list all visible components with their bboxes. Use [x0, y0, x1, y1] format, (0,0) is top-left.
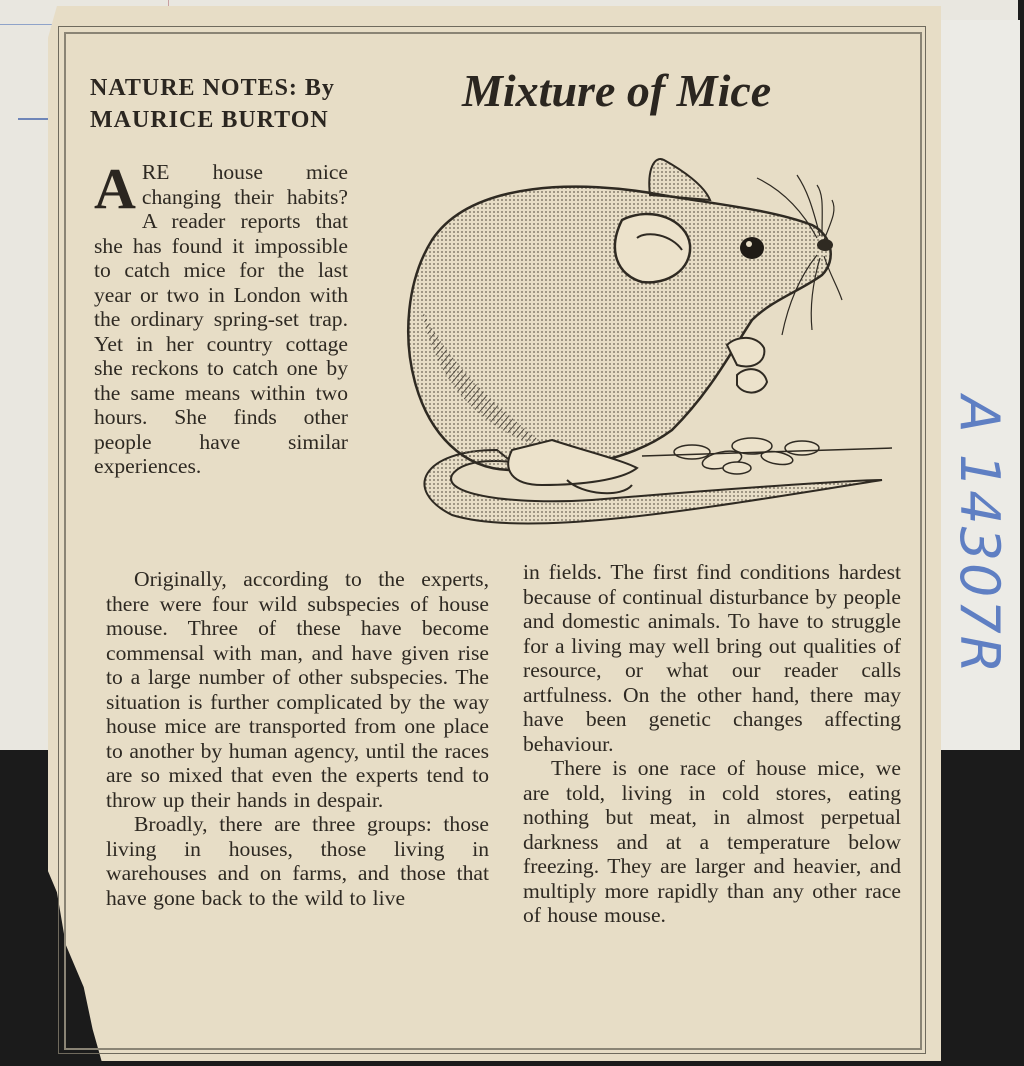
byline-author: MAURICE BURTON	[90, 107, 329, 133]
seeds-icon	[674, 438, 819, 474]
opening-paragraph: RE house mice changing their habits? A reader reports that she has found it impossible to catch mice for the last year or two in London with the ordinary spring-set trap. Yet in her country cottage she reckons to catch one by the same means within two hours. She finds other people have similar experiences.	[94, 160, 348, 478]
mouse-ear-icon	[615, 214, 690, 282]
paragraph-conditions: in fields. The first find conditions hardest because of continual disturbance by people and domestic animals. To have to struggle for a living may well bring out qualities of resource, or what our reader calls artfulness. On the other hand, there may have been genetic changes affecting behaviour.	[523, 560, 901, 756]
byline-line-1: NATURE NOTES: By	[90, 75, 335, 101]
mouse-eye-icon	[740, 237, 764, 259]
article-column-3	[523, 560, 901, 928]
drop-cap: A	[94, 156, 136, 221]
paragraph-groups: Broadly, there are three groups: those living in houses, those living in warehouses and on farms, and those that have gone back to the wild to live	[106, 812, 489, 910]
article-column-1	[94, 156, 348, 479]
article-column-2	[106, 567, 489, 910]
handwritten-catalog-number	[940, 370, 1020, 700]
paragraph-subspecies: Originally, according to the experts, there were four wild subspecies of house mouse. Three of these have become commensal with man, and have given rise to a large number of other subspecies. The situation is further complicated by the way house mice are transported from one place to another by human agency, until the races are so mixed that even the experts tend to throw up their hands in despair.	[106, 567, 489, 812]
mouse-front-paws-icon	[727, 338, 767, 393]
mouse-ear-back-icon	[649, 159, 710, 200]
headline: Mixture of Mice	[462, 65, 772, 116]
mouse-illustration	[392, 150, 897, 538]
handwritten-number-text: A 14307R	[948, 395, 1012, 675]
mouse-nose-icon	[817, 239, 833, 251]
paragraph-cold-stores: There is one race of house mice, we are told, living in cold stores, eating nothing but meat, in almost perpetual darkness and at a temperature below freezing. They are larger and heavier, and multiply more rapidly than any other race of house mouse.	[523, 756, 901, 927]
byline	[90, 72, 390, 136]
